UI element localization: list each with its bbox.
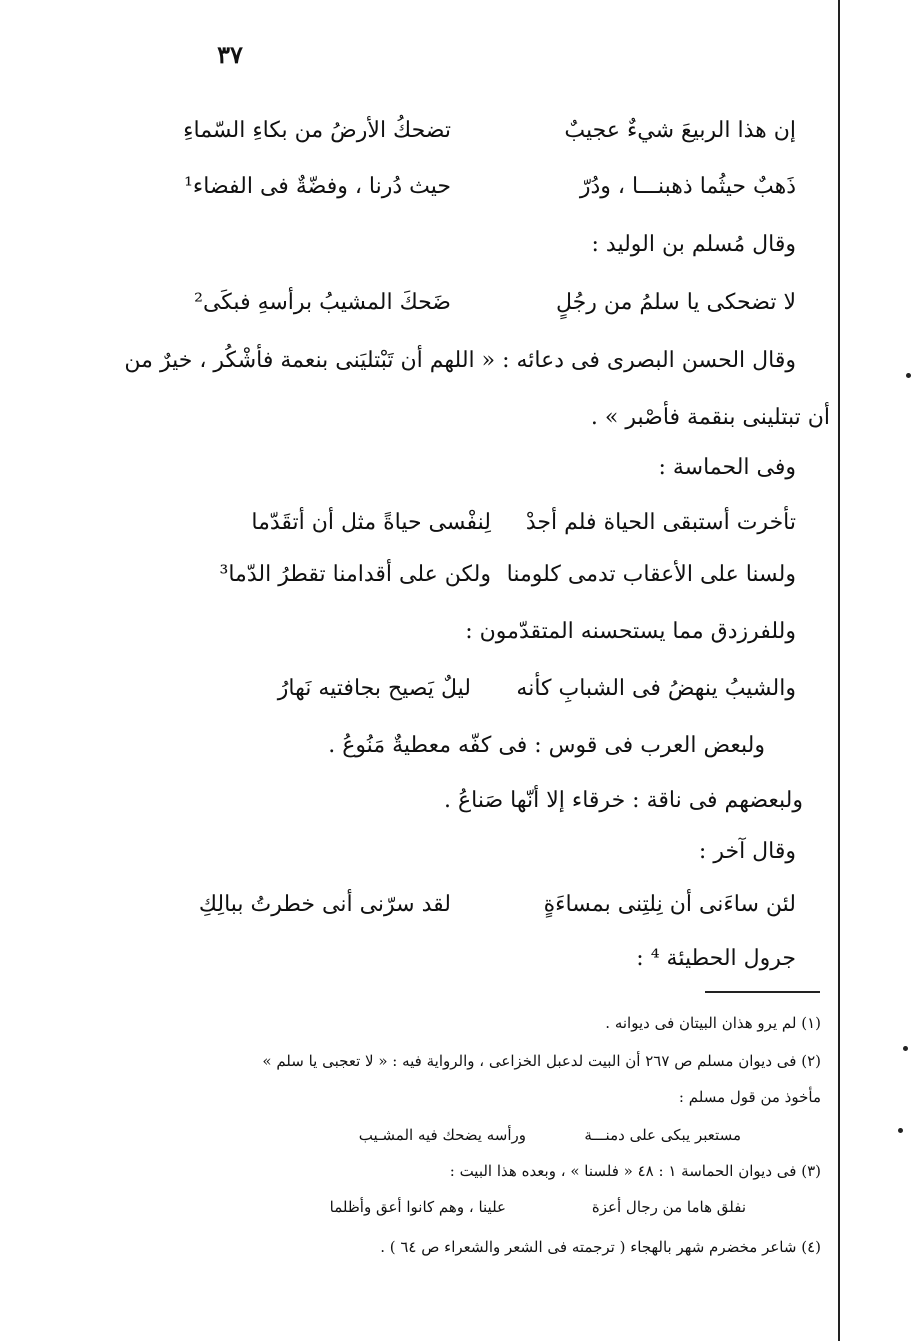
verse-hemistich: والشيبُ ينهضُ فى الشبابِ كأنه	[516, 676, 796, 701]
margin-dot	[903, 1046, 908, 1051]
verse-hemistich: تأخرت أستبقى الحياة فلم أجدْ	[525, 510, 796, 535]
verse-hemistich: لئن ساءَنى أن نِلتِنى بمساءَةٍ	[543, 892, 796, 917]
page-edge-line	[838, 0, 840, 1341]
footnote: (٤) شاعر مخضرم شهر بالهجاء ( ترجمته فى الشعر والشعراء ص ٦٤ ) .	[380, 1238, 821, 1256]
prose-line: وفى الحماسة :	[658, 455, 796, 480]
footnote-hemistich: مستعبر يبكى على دمنـــة	[584, 1126, 741, 1144]
verse-hemistich: ولكن على أقدامنا تقطرُ الدّما³	[219, 562, 491, 587]
verse-hemistich: ذَهبٌ حيثُما ذهبنـــا ، ودُرّ	[579, 174, 796, 199]
footnote: (١) لم يرو هذان البيتان فى ديوانه .	[605, 1014, 821, 1032]
footnote-hemistich: علينا ، وهم كانوا أعق وأظلما	[329, 1198, 506, 1216]
prose-line: جرول الحطيئة ⁴ :	[636, 946, 796, 971]
margin-dot	[906, 373, 911, 378]
verse-hemistich: ولسنا على الأعقاب تدمى كلومنا	[506, 562, 796, 587]
footnote-separator	[705, 991, 820, 993]
margin-dot	[898, 1128, 903, 1133]
verse-hemistich: ضَحكَ المشيبُ برأسهِ فبكَى²	[194, 290, 451, 315]
verse-hemistich: لا تضحكى يا سلمُ من رجُلٍ	[555, 290, 796, 315]
footnote: (٣) فى ديوان الحماسة ١ : ٤٨ « فلسنا » ، وبعده هذا البيت :	[449, 1162, 821, 1180]
prose-line: وقال مُسلم بن الوليد :	[591, 232, 796, 257]
footnote-hemistich: ورأسه يضحك فيه المشـيب	[358, 1126, 526, 1144]
prose-line: أن تبتلينى بنقمة فأصْبر » .	[590, 405, 830, 430]
verse-hemistich: تضحكُ الأرضُ من بكاءِ السّماءِ	[183, 118, 451, 143]
prose-line: ولبعضهم فى ناقة : خرقاء إلا أنّها صَناعُ .	[444, 788, 803, 813]
footnote: مأخوذ من قول مسلم :	[678, 1088, 821, 1106]
prose-line: وللفرزدق مما يستحسنه المتقدّمون :	[465, 619, 796, 644]
verse-hemistich: حيث دُرنا ، وفضّةٌ فى الفضاء¹	[184, 174, 451, 199]
footnote: (٢) فى ديوان مسلم ص ٢٦٧ أن البيت لدعبل الخزاعى ، والرواية فيه : « لا تعجبى يا سلم »	[262, 1052, 821, 1070]
prose-line: وقال الحسن البصرى فى دعائه : « اللهم أن تَبْتليَنى بنعمة فأشْكُر ، خيرٌ من	[124, 348, 796, 373]
verse-hemistich: إن هذا الربيعَ شيءٌ عجيبٌ	[564, 118, 796, 143]
footnote-hemistich: نفلق هاما من رجال أعزة	[591, 1198, 746, 1216]
prose-line: ولبعض العرب فى قوس : فى كفّه معطيةٌ مَنُوعُ .	[328, 733, 765, 758]
verse-hemistich: لقد سرّنى أنى خطرتُ ببالِكِ	[198, 892, 451, 917]
verse-hemistich: لِنفْسى حياةً مثل أن أتقَدّما	[251, 510, 491, 535]
verse-hemistich: ليلٌ يَصيح بجافتيه نَهارُ	[277, 676, 471, 701]
page-number: ٣٧	[217, 40, 243, 69]
prose-line: وقال آخر :	[698, 839, 796, 864]
